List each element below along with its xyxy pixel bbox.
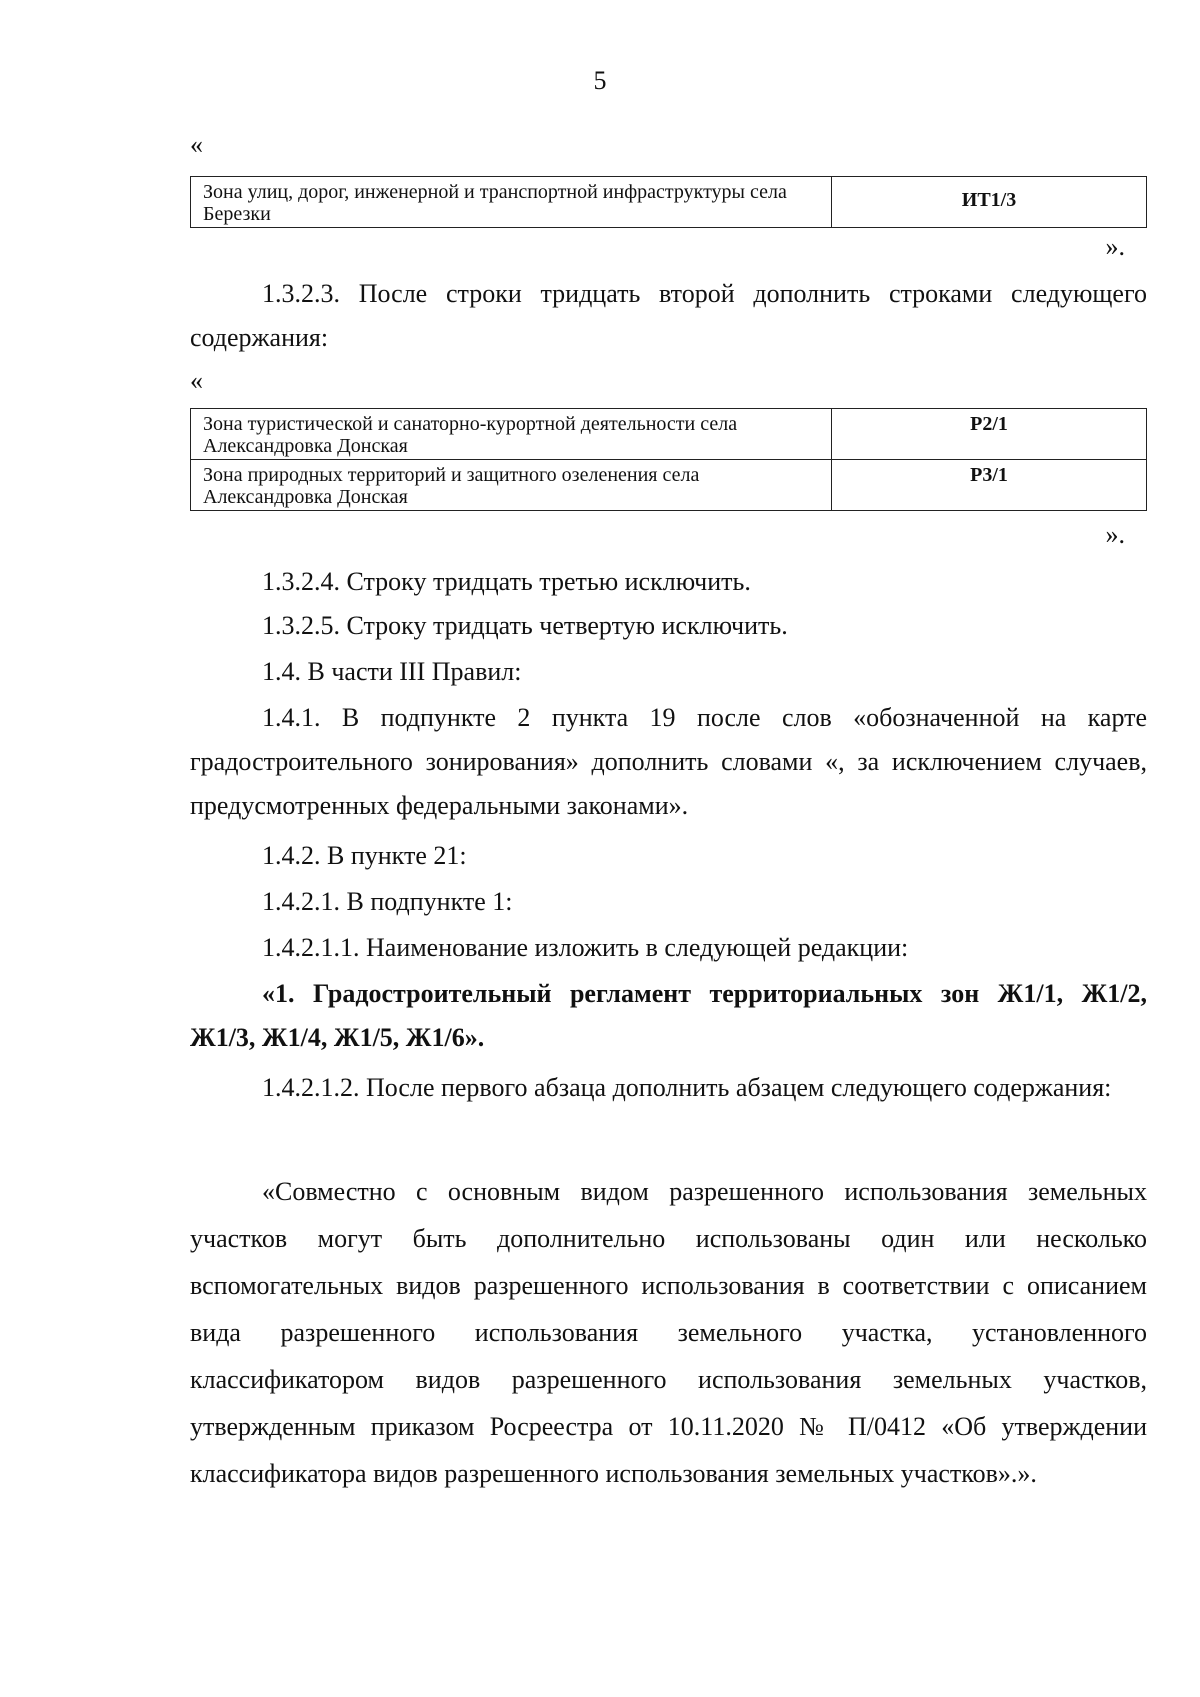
open-quote: « [190, 130, 203, 159]
paragraph-1-3-2-4: 1.3.2.4. Строку тридцать третью исключить. [262, 567, 751, 596]
zone-name: Зона природных территорий и защитного озеленения села Александровка Донская [191, 460, 832, 511]
table-row [191, 460, 1147, 511]
paragraph-1-4: 1.4. В части III Правил: [262, 657, 522, 686]
zone-name: Зона улиц, дорог, инженерной и транспортной инфраструктуры села Березки [191, 177, 832, 228]
paragraph-1-4-1: 1.4.1. В подпункте 2 пункта 19 после слов «обозначенной на карте градостроительного зонирования» дополнить словами «, за исключением случаев, предусмотренных федеральными законами». [190, 703, 1147, 820]
paragraph-1-4-2: 1.4.2. В пункте 21: [262, 841, 467, 870]
table-row [191, 409, 1147, 460]
page-number: 5 [593, 66, 607, 95]
zone-table-2 [190, 408, 1147, 511]
quoted-paragraph: «Совместно с основным видом разрешенного использования земельных участков могут быть дополнительно использованы один или несколько вспомогательных видов разрешенного использования в соответствии с описанием вида разрешенного использования земельного участка, установленного классификатором видов разрешенного использования земельных участков, утвержденным приказом Росреестра от 10.11.2020 № П/0412 «Об утверждении классификатора видов разрешенного использования земельных участков».». [190, 1177, 1147, 1488]
regulation-heading: «1. Градостроительный регламент территориальных зон Ж1/1, Ж1/2, Ж1/3, Ж1/4, Ж1/5, Ж1/6». [190, 979, 1147, 1052]
paragraph-1-4-2-1-1: 1.4.2.1.1. Наименование изложить в следующей редакции: [262, 933, 909, 962]
zone-table-1 [190, 176, 1147, 228]
close-quote: ». [1105, 520, 1125, 549]
zone-code: Р2/1 [832, 409, 1147, 460]
zone-code: Р3/1 [832, 460, 1147, 511]
close-quote: ». [1105, 232, 1125, 261]
paragraph-1-3-2-3: 1.3.2.3. После строки тридцать второй дополнить строками следующего содержания: [190, 279, 1147, 352]
zone-name: Зона туристической и санаторно-курортной деятельности села Александровка Донская [191, 409, 832, 460]
open-quote: « [190, 366, 203, 395]
paragraph-1-4-2-1: 1.4.2.1. В подпункте 1: [262, 887, 513, 916]
paragraph-1-3-2-5: 1.3.2.5. Строку тридцать четвертую исключить. [262, 611, 788, 640]
paragraph-1-4-2-1-2: 1.4.2.1.2. После первого абзаца дополнить абзацем следующего содержания: [262, 1073, 1112, 1102]
table-row [191, 177, 1147, 228]
zone-code: ИТ1/3 [832, 177, 1147, 228]
